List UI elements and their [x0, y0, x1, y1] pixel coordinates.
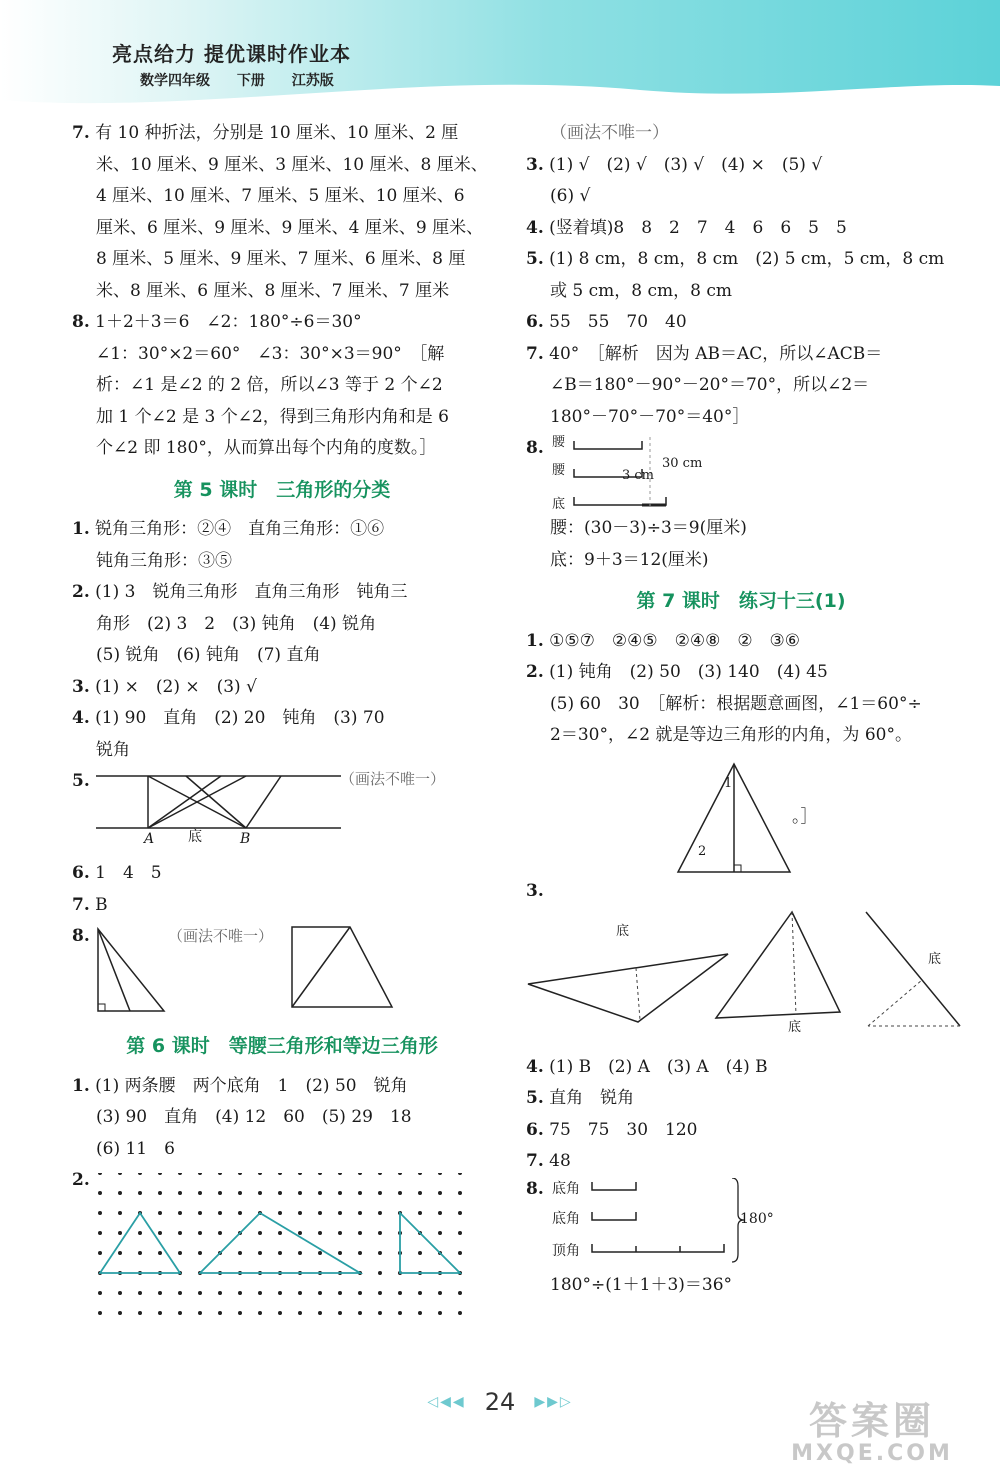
grid-dot: [258, 1191, 262, 1195]
watermark-url: MXQE.COM: [791, 1441, 953, 1466]
item-number: 5.: [72, 771, 90, 791]
arrow-right-icon: ▶▶▷: [534, 1394, 573, 1410]
answer-item-7: [72, 118, 492, 307]
grid-dot: [358, 1231, 362, 1235]
lesson5-item-1: [72, 514, 492, 577]
grid-dot: [118, 1291, 122, 1295]
answer-line: 1＋2＋3＝6 ∠2：180°÷6＝30°: [95, 312, 362, 332]
item-number: 6.: [526, 1119, 544, 1140]
section-title-lesson7: 第 7 课时 练习十三(1): [636, 590, 846, 612]
answer-line: 米、8 厘米、6 厘米、8 厘米、7 厘米、7 厘米: [96, 280, 450, 301]
grid-dot: [258, 1251, 262, 1255]
grid-dot: [98, 1311, 102, 1315]
item-number: 7.: [526, 1151, 544, 1171]
lesson7-item-8: [526, 1178, 956, 1270]
measure-label-3cm: 3 cm: [622, 468, 655, 483]
item-number: 8.: [526, 1178, 544, 1199]
grid-dot: [218, 1191, 222, 1195]
grid-dot: [338, 1311, 342, 1315]
angle-ratio-bar-diagram: [590, 1178, 750, 1266]
grid-dot: [198, 1191, 202, 1195]
grid-dot: [198, 1291, 202, 1295]
answer-line: (1) × (2) × (3) √: [95, 676, 257, 697]
item-number: 8.: [526, 438, 544, 458]
grid-dot: [138, 1191, 142, 1195]
base-label: 底: [616, 923, 630, 939]
answer-line: 4 厘米、10 厘米、7 厘米、5 厘米、10 厘米、6: [96, 186, 465, 206]
base-label: 底: [788, 1019, 802, 1035]
section-title-lesson6: 第 6 课时 等腰三角形和等边三角形: [126, 1035, 438, 1057]
lesson7-item-6: [526, 1115, 956, 1147]
answer-line: 180°÷(1＋1＋3)＝36°: [550, 1274, 733, 1295]
page-number: 24: [484, 1388, 516, 1416]
answer-line: 1 4 5: [95, 863, 162, 883]
grid-dot: [298, 1173, 302, 1175]
grid-dot: [418, 1291, 422, 1295]
answer-line: (1) √ (2) √ (3) √ (4) × (5) √: [549, 154, 823, 175]
right-column: [526, 118, 956, 1301]
grid-dot: [118, 1173, 122, 1175]
answer-line: 米、10 厘米、9 厘米、3 厘米、10 厘米、8 厘米、: [96, 154, 488, 175]
grid-dot: [338, 1173, 342, 1175]
book-subtitle: [140, 70, 356, 90]
answer-line: ∠B＝180°－90°－20°＝70°，所以∠2＝: [550, 375, 870, 395]
answer-line: 钝角三角形：③⑤: [96, 550, 232, 571]
grid-dot: [158, 1291, 162, 1295]
grid-dot: [378, 1191, 382, 1195]
grid-dot: [278, 1191, 282, 1195]
answer-line: 腰：(30－3)÷3＝9(厘米): [550, 518, 747, 538]
answer-line: 厘米、6 厘米、9 厘米、9 厘米、4 厘米、9 厘米、: [96, 217, 484, 238]
grid-dot: [438, 1173, 442, 1175]
grid-dot: [458, 1291, 462, 1295]
grid-dot: [238, 1291, 242, 1295]
lesson6-item-2: [72, 1165, 492, 1345]
grid-dot: [178, 1251, 182, 1255]
answer-line: 锐角: [96, 739, 130, 760]
grid-dot: [318, 1211, 322, 1215]
grid-dot: [178, 1291, 182, 1295]
item-number: 6.: [526, 312, 544, 332]
grid-dot: [178, 1173, 182, 1175]
answer-line: ∠1：30°×2＝60° ∠3：30°×3＝90° ［解: [96, 343, 445, 364]
grid-dot: [238, 1191, 242, 1195]
grid-dot: [98, 1291, 102, 1295]
book-title: 亮点给力 提优课时作业本: [112, 42, 351, 66]
answer-line: 析：∠1 是∠2 的 2 倍，所以∠3 等于 2 个∠2: [96, 375, 443, 395]
item-number: 1.: [526, 630, 544, 651]
grid-dot: [198, 1311, 202, 1315]
answer-line: 8 厘米、5 厘米、9 厘米、7 厘米、6 厘米、8 厘: [96, 249, 466, 269]
answer-line: 。］: [792, 806, 818, 827]
grid-dot: [298, 1251, 302, 1255]
answer-item-7: [526, 339, 956, 434]
item-number: 3.: [526, 154, 544, 175]
grid-dot: [238, 1211, 242, 1215]
grid-dot: [398, 1173, 402, 1175]
grid-dot: [378, 1211, 382, 1215]
figure-note: （画法不唯一）: [340, 770, 446, 788]
answer-line: 或 5 cm，8 cm，8 cm: [550, 280, 732, 301]
item-number: 6.: [72, 863, 90, 883]
grid-dot: [298, 1311, 302, 1315]
grid-dot: [238, 1251, 242, 1255]
grid-dot: [278, 1251, 282, 1255]
grid-dot: [318, 1251, 322, 1255]
item-number: 8.: [72, 926, 90, 946]
lesson7-item-5: [526, 1083, 956, 1115]
grid-dot: [378, 1251, 382, 1255]
grid-dot: [278, 1231, 282, 1235]
grid-dot: [358, 1311, 362, 1315]
item-number: 3.: [526, 880, 544, 901]
answer-item-8: [72, 307, 492, 465]
item-number: 3.: [72, 676, 90, 697]
left-column: [72, 118, 492, 1345]
item-number: 2.: [72, 1170, 90, 1190]
grid-dot: [278, 1211, 282, 1215]
lesson7-item-3: [526, 882, 956, 1052]
grid-dot: [418, 1211, 422, 1215]
lesson5-item-6: [72, 858, 492, 890]
grid-dot: [278, 1291, 282, 1295]
grid-dot: [438, 1311, 442, 1315]
grid-dot: [418, 1191, 422, 1195]
grid-dot: [158, 1191, 162, 1195]
grid-dot: [118, 1251, 122, 1255]
point-label-b: B: [240, 831, 251, 847]
subtitle-volume: 下册: [236, 73, 265, 89]
answer-item-4: [526, 213, 956, 245]
watermark-text: 答案圈: [808, 1399, 935, 1443]
total-angle-label: 180°: [740, 1210, 774, 1227]
item-number: 5.: [526, 249, 544, 269]
grid-dot: [278, 1311, 282, 1315]
grid-dot: [198, 1251, 202, 1255]
answer-line: 2＝30°，∠2 就是等边三角形的内角，为 60°。: [550, 725, 912, 745]
item-number: 1.: [72, 519, 90, 539]
triangles-with-height-figure: [526, 902, 966, 1052]
grid-dot: [378, 1173, 382, 1175]
item-number: 7.: [526, 343, 544, 364]
grid-dot: [178, 1311, 182, 1315]
grid-dot: [238, 1311, 242, 1315]
answer-line: B: [95, 894, 108, 915]
answer-line: 个∠2 即 180°，从而算出每个内角的度数。］: [96, 438, 437, 458]
grid-dot: [158, 1311, 162, 1315]
grid-dot: [318, 1231, 322, 1235]
answer-line: (6) √: [550, 186, 591, 206]
figure-note: （画法不唯一）: [168, 927, 274, 945]
grid-dot: [118, 1311, 122, 1315]
measure-label-30cm: 30 cm: [662, 456, 703, 471]
grid-dot: [398, 1191, 402, 1195]
angle-label-1: 1: [724, 775, 733, 791]
lesson5-item-2: [72, 577, 492, 672]
grid-dot: [98, 1173, 102, 1175]
segment-label-base-angle: 底角: [552, 1210, 580, 1227]
grid-dot: [138, 1231, 142, 1235]
grid-dot: [98, 1211, 102, 1215]
arrow-left-icon: ◁◀◀: [427, 1394, 466, 1410]
grid-dot: [438, 1211, 442, 1215]
answer-line: (1) 90 直角 (2) 20 钝角 (3) 70: [95, 708, 385, 728]
grid-dot: [178, 1231, 182, 1235]
grid-dot: [98, 1191, 102, 1195]
answer-line: 40° ［解析 因为 AB＝AC，所以∠ACB＝: [549, 343, 883, 364]
item-number: 2.: [526, 662, 544, 682]
page-header: [0, 0, 1000, 110]
grid-dot: [438, 1191, 442, 1195]
lesson5-item-3: [72, 672, 492, 704]
answer-line: 角形 (2) 3 2 (3) 钝角 (4) 锐角: [96, 613, 377, 634]
answer-line: (1) 钝角 (2) 50 (3) 140 (4) 45: [549, 662, 828, 682]
grid-dot: [458, 1251, 462, 1255]
equilateral-triangle-figure: [674, 760, 794, 880]
subtitle-edition: 江苏版: [291, 73, 334, 89]
grid-dot: [138, 1251, 142, 1255]
answer-line: (5) 锐角 (6) 钝角 (7) 直角: [96, 645, 321, 665]
grid-dot: [218, 1291, 222, 1295]
grid-dot: [218, 1311, 222, 1315]
answer-line: 有 10 种折法，分别是 10 厘米、10 厘米、2 厘: [95, 123, 459, 143]
grid-dot: [258, 1291, 262, 1295]
item-number: 2.: [72, 582, 90, 602]
grid-dot: [358, 1173, 362, 1175]
subtitle-grade: 数学四年级: [140, 73, 210, 89]
answer-item-6: [526, 307, 956, 339]
segment-label-base-angle: 底角: [552, 1180, 580, 1197]
grid-dot: [338, 1191, 342, 1195]
section-title-lesson5: 第 5 课时 三角形的分类: [173, 478, 391, 501]
grid-dot: [98, 1231, 102, 1235]
lesson7-item-4: [526, 1052, 956, 1084]
base-label: 底: [188, 829, 202, 845]
item-number: 5.: [526, 1088, 544, 1108]
grid-dot: [278, 1173, 282, 1175]
right-triangle-figure: [94, 925, 174, 1017]
grid-dot: [218, 1231, 222, 1235]
item-number: 1.: [72, 1075, 90, 1096]
item-number: 4.: [526, 217, 544, 238]
grid-dot: [258, 1231, 262, 1235]
base-label: 底: [928, 951, 942, 967]
watermark: [772, 1390, 972, 1466]
answer-line: (5) 60 30 ［解析：根据题意画图，∠1＝60°÷: [550, 693, 922, 714]
lesson5-item-8: [72, 921, 492, 1021]
answer-line: 加 1 个∠2 是 3 个∠2，得到三角形内角和是 6: [96, 406, 449, 427]
answer-line: (3) 90 直角 (4) 12 60 (5) 29 18: [96, 1107, 412, 1127]
lesson5-item-7: [72, 890, 492, 922]
grid-dot: [158, 1251, 162, 1255]
answer-line: ①⑤⑦ ②④⑤ ②④⑧ ② ③⑥: [549, 630, 801, 651]
grid-dot: [338, 1251, 342, 1255]
figure-note: （画法不唯一）: [550, 123, 669, 143]
grid-dot: [238, 1173, 242, 1175]
grid-dot: [198, 1173, 202, 1175]
segment-label-top-angle: 顶角: [552, 1242, 580, 1259]
answer-line: 锐角三角形：②④ 直角三角形：①⑥: [95, 519, 385, 539]
answer-item-3: [526, 150, 956, 213]
angle-label-2: 2: [698, 843, 707, 859]
grid-dot: [158, 1173, 162, 1175]
lesson7-item-2: [526, 657, 956, 752]
item-number: 7.: [72, 123, 90, 143]
grid-dot: [358, 1191, 362, 1195]
item-number: 4.: [72, 708, 90, 728]
item-number: 4.: [526, 1056, 544, 1077]
lesson7-item-2-figure: [526, 752, 956, 882]
answer-line: (1) B (2) A (3) A (4) B: [549, 1056, 768, 1077]
grid-dot: [458, 1211, 462, 1215]
grid-dot: [218, 1173, 222, 1175]
answer-line: 55 55 70 40: [549, 312, 687, 332]
square-cut-figure: [288, 923, 398, 1017]
grid-dot: [158, 1231, 162, 1235]
grid-dot: [318, 1173, 322, 1175]
lesson7-item-7: [526, 1146, 956, 1178]
grid-dot: [378, 1291, 382, 1295]
segment-label-base: 底: [552, 497, 566, 512]
grid-dot: [418, 1173, 422, 1175]
grid-dot: [338, 1291, 342, 1295]
item-number: 7.: [72, 894, 90, 915]
grid-dot: [458, 1191, 462, 1195]
answer-line: (1) 两条腰 两个底角 1 (2) 50 锐角: [95, 1075, 408, 1096]
grid-dot: [138, 1173, 142, 1175]
grid-dot: [298, 1291, 302, 1295]
grid-dot: [138, 1311, 142, 1315]
grid-dot: [318, 1311, 322, 1315]
grid-dot: [138, 1291, 142, 1295]
answer-item-5: [526, 244, 956, 307]
grid-dot: [358, 1211, 362, 1215]
grid-dot: [378, 1311, 382, 1315]
answer-line: 75 75 30 120: [549, 1119, 698, 1140]
grid-dot: [98, 1251, 102, 1255]
grid-dot: [298, 1191, 302, 1195]
grid-dot: [418, 1251, 422, 1255]
lesson6-item-1: [72, 1071, 492, 1166]
grid-dot: [358, 1291, 362, 1295]
grid-dot: [338, 1211, 342, 1215]
lesson7-item-1: [526, 626, 956, 658]
grid-dot: [298, 1211, 302, 1215]
grid-dot: [118, 1211, 122, 1215]
answer-line: (竖着填)8 8 2 7 4 6 6 5 5: [549, 217, 847, 238]
answer-line: 直角 锐角: [549, 1088, 635, 1108]
lesson5-item-5: [72, 766, 492, 858]
answer-line: (6) 11 6: [96, 1138, 175, 1159]
point-label-a: A: [144, 831, 155, 847]
grid-dot: [178, 1211, 182, 1215]
grid-dot: [198, 1211, 202, 1215]
grid-dot: [458, 1173, 462, 1175]
grid-dot: [298, 1231, 302, 1235]
lesson5-item-4: [72, 703, 492, 766]
answer-line: 180°－70°－70°＝40°］: [550, 406, 750, 427]
grid-dot: [178, 1191, 182, 1195]
answer-line: (1) 8 cm，8 cm，8 cm (2) 5 cm，5 cm，8 cm: [549, 249, 945, 269]
header-wave-decoration: [0, 60, 1000, 120]
grid-dot: [378, 1231, 382, 1235]
segment-label-leg: 腰: [552, 435, 566, 450]
grid-dot: [118, 1231, 122, 1235]
grid-dot: [358, 1251, 362, 1255]
grid-dot: [458, 1231, 462, 1235]
grid-dot: [438, 1231, 442, 1235]
answer-line: 底：9＋3＝12(厘米): [550, 549, 709, 570]
grid-dot: [318, 1291, 322, 1295]
item-number: 8.: [72, 312, 90, 332]
grid-dot: [258, 1311, 262, 1315]
grid-dot: [318, 1191, 322, 1195]
answer-line: 48: [549, 1151, 571, 1171]
grid-dot: [258, 1173, 262, 1175]
answer-item-8: [526, 433, 956, 513]
grid-dot: [398, 1311, 402, 1315]
grid-dot: [118, 1191, 122, 1195]
grid-dot: [438, 1291, 442, 1295]
grid-dot: [338, 1231, 342, 1235]
grid-dot: [418, 1311, 422, 1315]
answer-line: (1) 3 锐角三角形 直角三角形 钝角三: [95, 582, 408, 602]
grid-dot: [398, 1291, 402, 1295]
grid-dot: [458, 1311, 462, 1315]
grid-dot: [218, 1211, 222, 1215]
segment-label-leg: 腰: [552, 463, 566, 478]
dot-grid-triangles-figure: [96, 1173, 476, 1343]
grid-dot: [198, 1231, 202, 1235]
parallel-lines-triangles-figure: [96, 770, 346, 856]
grid-dot: [158, 1211, 162, 1215]
grid-dot: [378, 1271, 382, 1275]
